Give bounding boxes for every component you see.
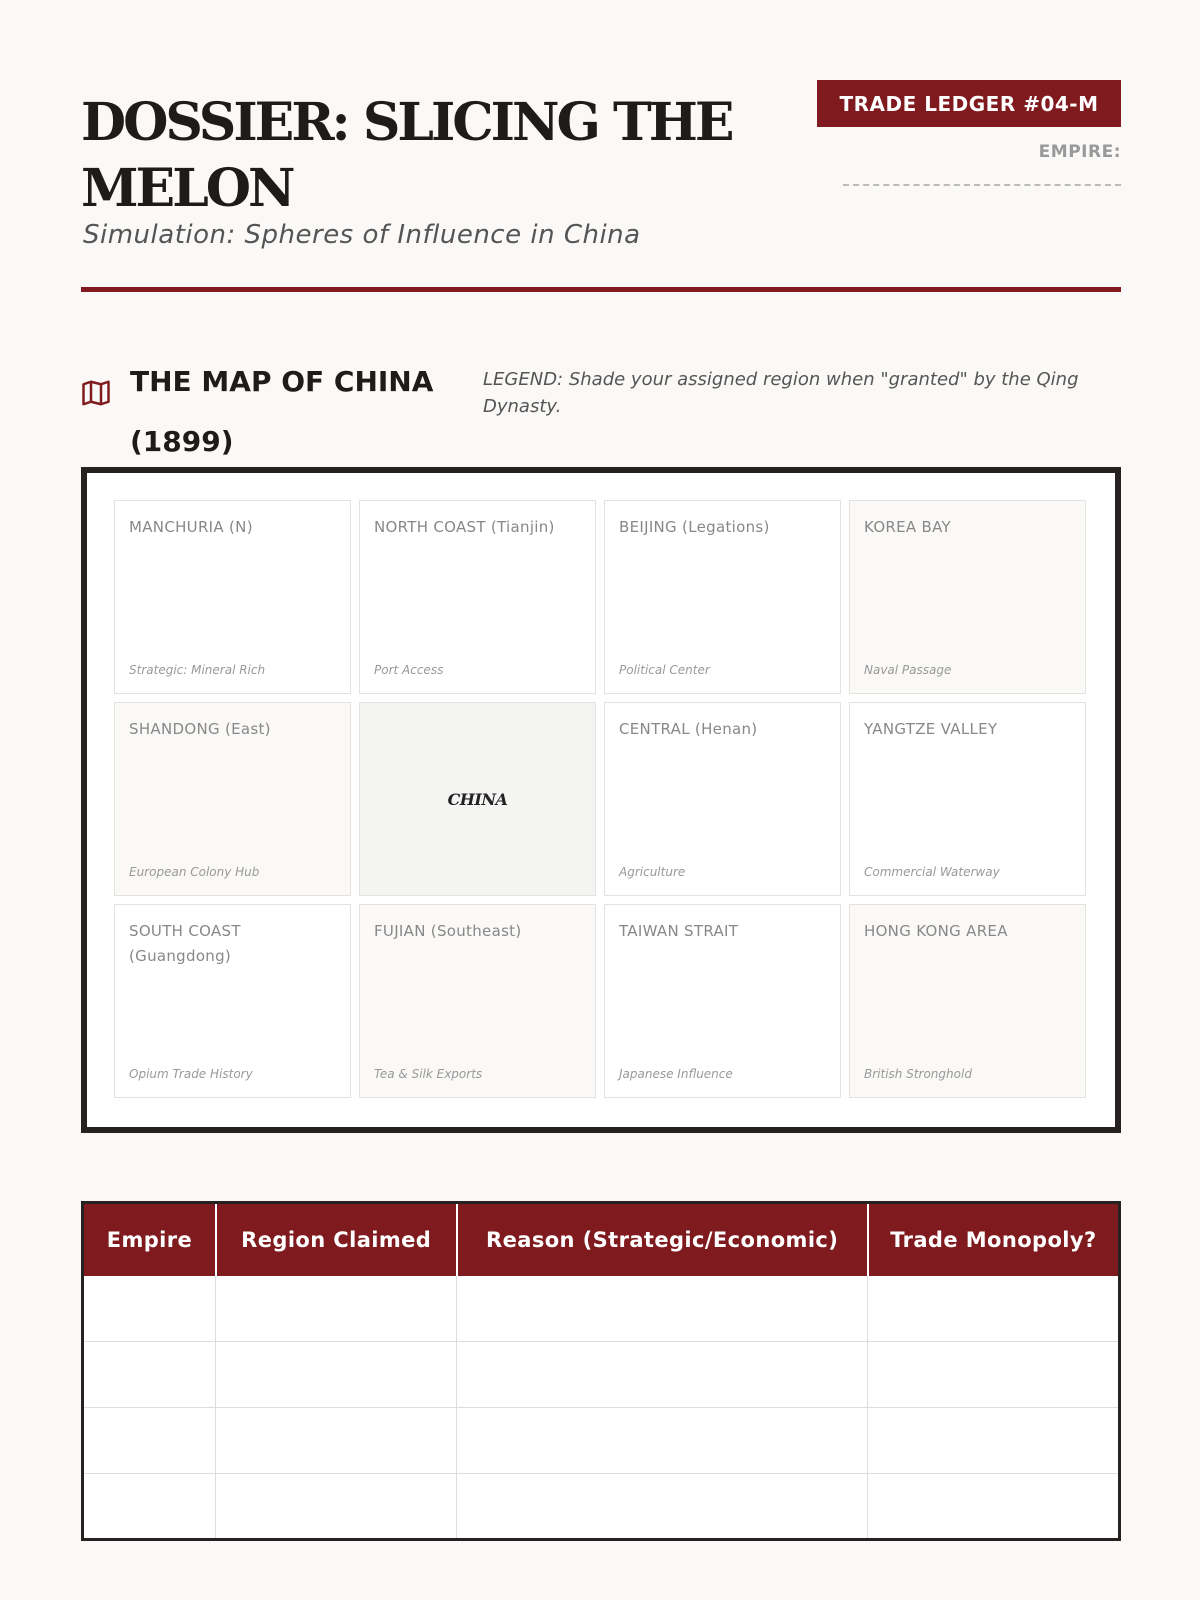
region-name: BEIJING (Legations)	[619, 518, 770, 536]
region-note: Political Center	[619, 663, 710, 677]
table-cell-region[interactable]	[216, 1276, 457, 1342]
region-name: YANGTZE VALLEY	[864, 720, 998, 738]
page-title: DOSSIER: SLICING THE MELON	[81, 92, 732, 219]
region-fujian[interactable]	[359, 904, 596, 1098]
empire-label: EMPIRE:	[1038, 142, 1121, 162]
region-name: TAIWAN STRAIT	[619, 922, 739, 940]
table-cell-monopoly[interactable]	[868, 1342, 1120, 1408]
table-row	[83, 1474, 1120, 1540]
china-map	[81, 467, 1121, 1133]
table-cell-reason[interactable]	[457, 1276, 868, 1342]
region-north-coast[interactable]	[359, 500, 596, 694]
table-cell-empire[interactable]	[83, 1474, 216, 1540]
trade-ledger-badge: TRADE LEDGER #04-M	[817, 80, 1121, 127]
region-note: Agriculture	[619, 865, 686, 879]
region-note: Port Access	[374, 663, 444, 677]
region-name: FUJIAN (Southeast)	[374, 922, 522, 940]
region-china-center	[359, 702, 596, 896]
table-row	[83, 1276, 1120, 1342]
region-grid	[114, 500, 1088, 1098]
column-header-region: Region Claimed	[216, 1203, 457, 1276]
table-cell-monopoly[interactable]	[868, 1474, 1120, 1540]
china-center-label: CHINA	[447, 789, 508, 809]
claims-table	[81, 1201, 1121, 1541]
table-row	[83, 1342, 1120, 1408]
region-note: Commercial Waterway	[864, 865, 1000, 879]
table-cell-empire[interactable]	[83, 1408, 216, 1474]
region-note: Tea & Silk Exports	[374, 1067, 483, 1081]
map-section-title: THE MAP OF CHINA (1899)	[130, 365, 434, 458]
header-divider	[81, 287, 1121, 292]
table-header-row	[83, 1203, 1120, 1276]
region-south-coast[interactable]	[114, 904, 351, 1098]
region-note: European Colony Hub	[129, 865, 260, 879]
region-name: SOUTH COAST (Guangdong)	[129, 922, 241, 965]
region-manchuria[interactable]	[114, 500, 351, 694]
region-taiwan-strait[interactable]	[604, 904, 841, 1098]
region-hong-kong[interactable]	[849, 904, 1086, 1098]
table-cell-region[interactable]	[216, 1408, 457, 1474]
region-note: Naval Passage	[864, 663, 952, 677]
region-yangtze-valley[interactable]	[849, 702, 1086, 896]
region-name: SHANDONG (East)	[129, 720, 271, 738]
table-cell-region[interactable]	[216, 1342, 457, 1408]
region-korea-bay[interactable]	[849, 500, 1086, 694]
column-header-reason: Reason (Strategic/Economic)	[457, 1203, 868, 1276]
region-name: HONG KONG AREA	[864, 922, 1008, 940]
region-note: Opium Trade History	[129, 1067, 253, 1081]
region-name: MANCHURIA (N)	[129, 518, 253, 536]
region-name: KOREA BAY	[864, 518, 952, 536]
table-row	[83, 1408, 1120, 1474]
map-legend: LEGEND: Shade your assigned region when "granted" by the Qing Dynasty.	[483, 369, 1079, 417]
table-cell-reason[interactable]	[457, 1342, 868, 1408]
region-central[interactable]	[604, 702, 841, 896]
column-header-monopoly: Trade Monopoly?	[868, 1203, 1120, 1276]
region-shandong[interactable]	[114, 702, 351, 896]
region-note: Japanese Influence	[619, 1067, 733, 1081]
table-cell-monopoly[interactable]	[868, 1408, 1120, 1474]
column-header-empire: Empire	[83, 1203, 216, 1276]
region-note: Strategic: Mineral Rich	[129, 663, 266, 677]
map-icon	[81, 378, 111, 408]
page-subtitle: Simulation: Spheres of Influence in China	[83, 220, 641, 250]
table-cell-empire[interactable]	[83, 1276, 216, 1342]
region-name: NORTH COAST (Tianjin)	[374, 518, 555, 536]
region-beijing[interactable]	[604, 500, 841, 694]
region-note: British Stronghold	[864, 1067, 972, 1081]
table-cell-reason[interactable]	[457, 1474, 868, 1540]
table-cell-empire[interactable]	[83, 1342, 216, 1408]
region-name: CENTRAL (Henan)	[619, 720, 758, 738]
table-cell-monopoly[interactable]	[868, 1276, 1120, 1342]
empire-write-in-line[interactable]	[843, 184, 1121, 186]
table-cell-region[interactable]	[216, 1474, 457, 1540]
table-cell-reason[interactable]	[457, 1408, 868, 1474]
